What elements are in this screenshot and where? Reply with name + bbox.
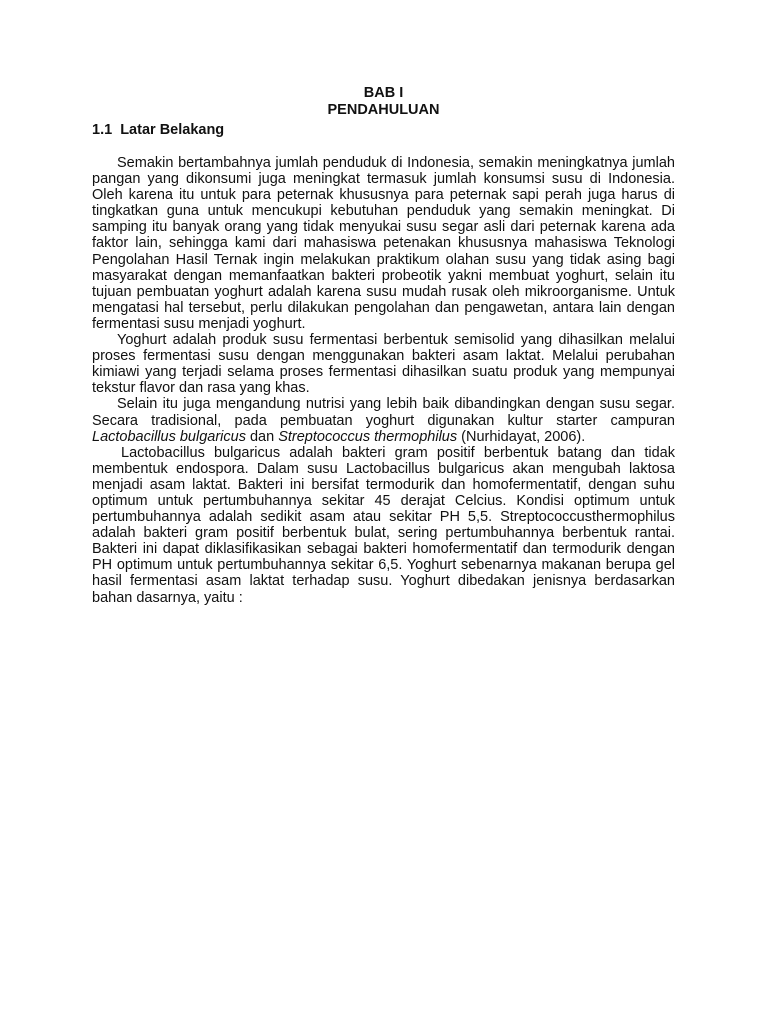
section-title: Latar Belakang xyxy=(120,122,225,138)
body-text xyxy=(92,155,675,606)
species-lactobacillus: Lactobacillus bulgaricus xyxy=(92,428,246,445)
paragraph-intro: Semakin bertambahnya jumlah penduduk di Indonesia, semakin meningkatnya jumlah pangan yang dikonsumi juga meningkat termasuk jumlah konsumsi susu di Indonesia. Oleh karena itu untuk para peternak khususnya para peternak sapi perah juga harus di tingkatkan guna untuk mencukupi kebutuhan penduduk yang semakin meningkat. Di samping itu banyak orang yang tidak menyukai susu segar asli dari peternak karena ada faktor lain, sehingga kami dari mahasiswa petenakan khususnya mahasiswa Teknologi Pengolahan Hasil Ternak ingin melakukan praktikum olahan susu yang tidak asing bagi masyarakat dengan memanfaatkan bakteri probeotik yakni membuat yoghurt, selain itu tujuan pembuatan yoghurt adalah karena susu mudah rusak oleh mikroorganisme. Untuk mengatasi hal tersebut, perlu dilakukan pengolahan dan pengawetan, antara lain dengan fermentasi susu menjadi yoghurt. xyxy=(92,155,675,332)
chapter-title: PENDAHULUAN xyxy=(327,102,440,118)
chapter-number: BAB I xyxy=(363,85,404,101)
starter-text-before: Selain itu juga mengandung nutrisi yang lebih baik dibandingkan dengan susu segar. Secara tradisional, pada pembuatan yoghurt digunakan kultur starter campuran xyxy=(92,396,675,429)
paragraph-starter-culture xyxy=(92,396,675,444)
starter-text-middle: dan xyxy=(245,428,279,445)
starter-text-after: (Nurhidayat, 2006). xyxy=(457,428,586,445)
section-number: 1.1 xyxy=(92,122,113,138)
section-heading xyxy=(92,122,224,139)
paragraph-bacteria-description: Lactobacillus bulgaricus adalah bakteri gram positif berbentuk batang dan tidak membentuk endospora. Dalam susu Lactobacillus bulgaricus akan mengubah laktosa menjadi asam laktat. Bakteri ini bersifat termodurik dan homofermentatif, dengan suhu optimum untuk pertumbuhannya sekitar 45 derajat Celcius. Kondisi optimum untuk pertumbuhannya adalah sedikit asam atau sekitar PH 5,5. Streptococcusthermophilus adalah bakteri gram positif berbentuk bulat, sering pertumbuhannya berbentuk rantai. Bakteri ini dapat diklasifikasikan sebagai bakteri homofermentatif dan termodurik dengan PH optimum untuk pertumbuhannya sekitar 6,5. Yoghurt sebenarnya makanan berupa gel hasil fermentasi asam laktat terhadap susu. Yoghurt dibedakan jenisnya berdasarkan bahan dasarnya, yaitu : xyxy=(92,444,675,606)
species-streptococcus: Streptococcus thermophilus xyxy=(278,428,458,445)
paragraph-yoghurt-definition: Yoghurt adalah produk susu fermentasi berbentuk semisolid yang dihasilkan melalui proses fermentasi susu dengan menggunakan bakteri asam laktat. Melalui perubahan kimiawi yang terjadi selama proses fermentasi dihasilkan suatu produk yang mempunyai tekstur flavor dan rasa yang khas. xyxy=(92,332,675,397)
